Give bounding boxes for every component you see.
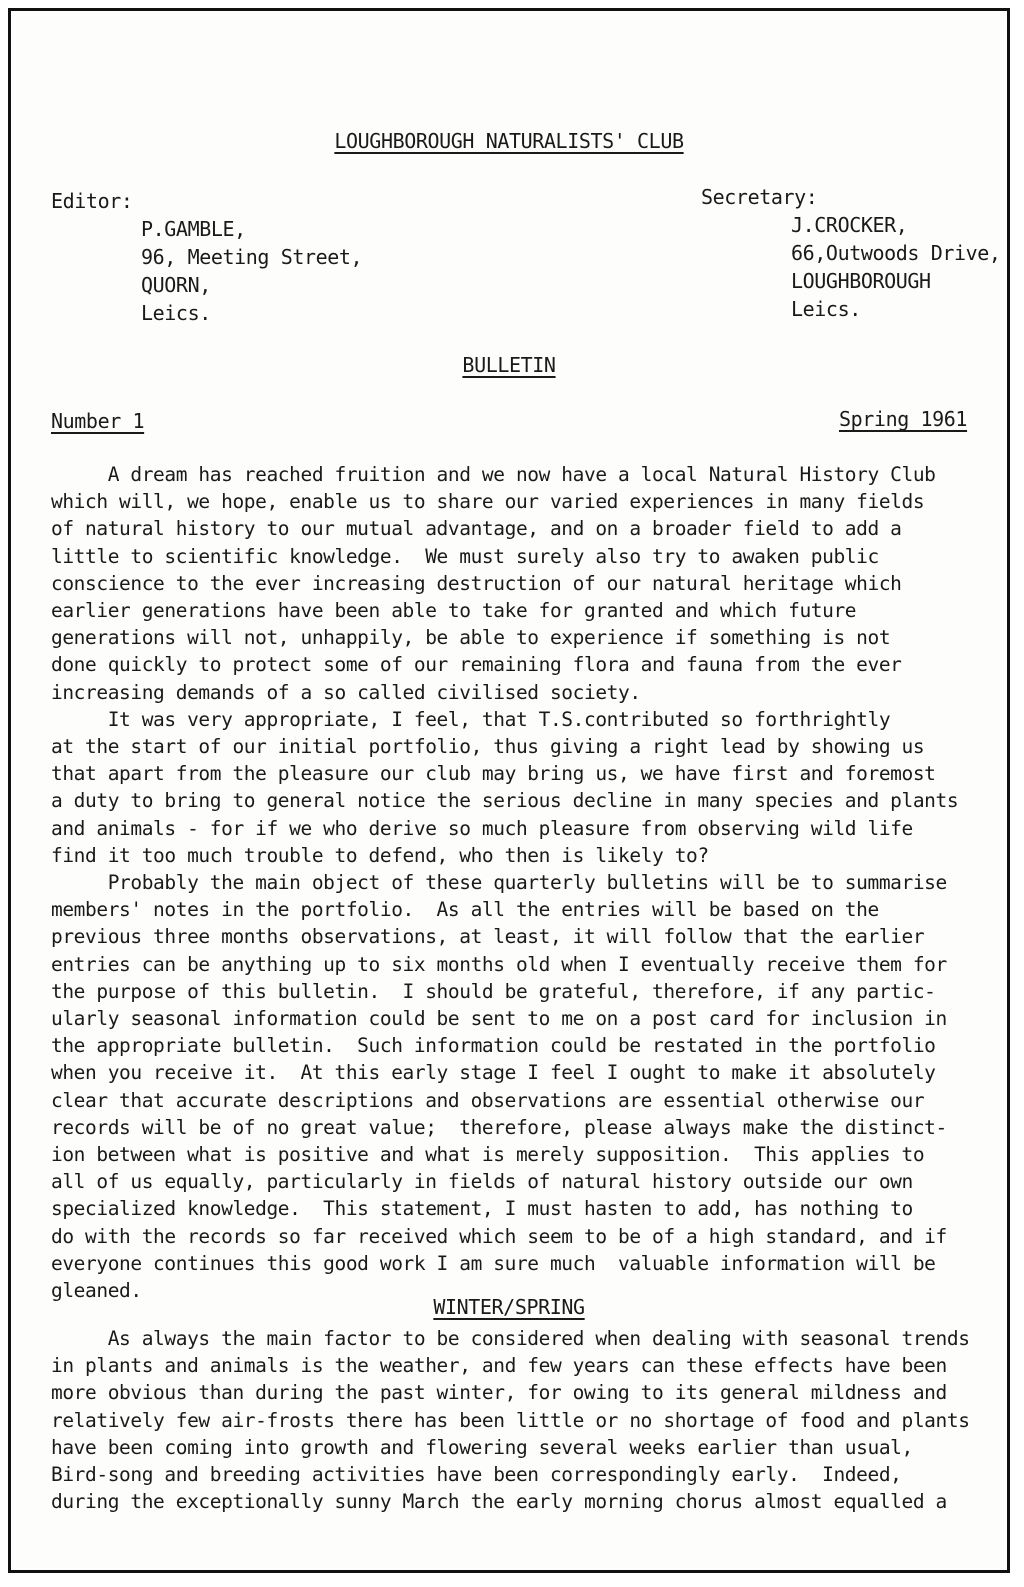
section-line: As always the main factor to be considered when dealing with seasonal trends: [51, 1327, 970, 1350]
body-line: all of us equally, particularly in fields of natural history outside our own: [51, 1170, 913, 1194]
body-line: when you receive it. At this early stage I feel I ought to make it absolutely: [51, 1061, 936, 1085]
section-line: in plants and animals is the weather, and few years can these effects have been: [51, 1354, 947, 1378]
issue-number: Number 1: [51, 409, 145, 433]
secretary-county: Leics.: [791, 297, 861, 321]
section-line: more obvious than during the past winter, for owing to its general mildness and: [51, 1381, 947, 1405]
secretary-name: J.CROCKER,: [791, 213, 908, 237]
body-line: that apart from the pleasure our club may bring us, we have first and foremost: [51, 762, 936, 786]
body-line: of natural history to our mutual advantage, and on a broader field to add a: [51, 517, 902, 541]
editor-block: [51, 187, 362, 327]
body-line: little to scientific knowledge. We must surely also try to awaken public: [51, 544, 879, 568]
body-line: the purpose of this bulletin. I should be grateful, therefore, if any partic-: [51, 979, 936, 1003]
body-line: A dream has reached fruition and we now have a local Natural History Club: [51, 463, 936, 486]
body-line: find it too much trouble to defend, who then is likely to?: [51, 843, 709, 867]
body-line: and animals - for if we who derive so much pleasure from observing wild life: [51, 816, 913, 840]
body-line: a duty to bring to general notice the serious decline in many species and plants: [51, 789, 959, 813]
body-line: the appropriate bulletin. Such information could be restated in the portfolio: [51, 1034, 936, 1058]
body-line: members' notes in the portfolio. As all the entries will be based on the: [51, 898, 879, 922]
body-line: at the start of our initial portfolio, thus giving a right lead by showing us: [51, 735, 925, 759]
section-line: during the exceptionally sunny March the early morning chorus almost equalled a: [51, 1490, 947, 1514]
editor-label: Editor:: [51, 189, 133, 213]
body-line: records will be of no great value; therefore, please always make the distinct-: [51, 1115, 947, 1139]
secretary-street: 66,Outwoods Drive,: [791, 241, 1001, 265]
body-line: which will, we hope, enable us to share our varied experiences in many fields: [51, 490, 925, 514]
body-line: conscience to the ever increasing destruction of our natural heritage which: [51, 571, 902, 595]
body-line: everyone continues this good work I am sure much valuable information will be: [51, 1251, 936, 1275]
bulletin-heading: BULLETIN: [462, 353, 556, 377]
page-frame: [8, 8, 1010, 1573]
section-line: Bird-song and breeding activities have been correspondingly early. Indeed,: [51, 1463, 902, 1487]
issue-season: Spring 1961: [839, 407, 968, 431]
bulletin-page: [11, 11, 1007, 1570]
body-line: It was very appropriate, I feel, that T.S.contributed so forthrightly: [51, 707, 891, 731]
section-heading: WINTER/SPRING: [433, 1295, 585, 1319]
body-line: specialized knowledge. This statement, I must hasten to add, has nothing to: [51, 1197, 913, 1221]
secretary-label: Secretary:: [701, 185, 818, 209]
editor-county: Leics.: [141, 301, 211, 325]
body-line: clear that accurate descriptions and observations are essential otherwise our: [51, 1088, 925, 1112]
body-line: gleaned.: [51, 1279, 142, 1303]
body-line: done quickly to protect some of our remaining flora and fauna from the ever: [51, 653, 902, 677]
body-line: do with the records so far received which seem to be of a high standard, and if: [51, 1224, 947, 1248]
section-line: relatively few air-frosts there has been little or no shortage of food and plants: [51, 1408, 970, 1432]
editor-town: QUORN,: [141, 273, 211, 297]
section-text: [51, 1325, 991, 1515]
body-line: previous three months observations, at least, it will follow that the earlier: [51, 925, 925, 949]
body-line: increasing demands of a so called civilised society.: [51, 680, 641, 704]
editor-name: P.GAMBLE,: [141, 217, 246, 241]
body-line: ion between what is positive and what is merely supposition. This applies to: [51, 1143, 925, 1167]
secretary-block: [701, 183, 1001, 323]
body-line: ularly seasonal information could be sent to me on a post card for inclusion in: [51, 1007, 947, 1031]
body-line: generations will not, unhappily, be able to experience if something is not: [51, 626, 891, 650]
body-line: earlier generations have been able to take for granted and which future: [51, 599, 857, 623]
section-line: have been coming into growth and flowering several weeks earlier than usual,: [51, 1435, 913, 1459]
body-text: [51, 461, 991, 1304]
secretary-town: LOUGHBOROUGH: [791, 269, 931, 293]
body-line: entries can be anything up to six months old when I eventually receive them for: [51, 952, 947, 976]
club-title: LOUGHBOROUGH NATURALISTS' CLUB: [334, 129, 684, 153]
body-line: Probably the main object of these quarterly bulletins will be to summarise: [51, 871, 947, 895]
editor-street: 96, Meeting Street,: [141, 245, 363, 269]
